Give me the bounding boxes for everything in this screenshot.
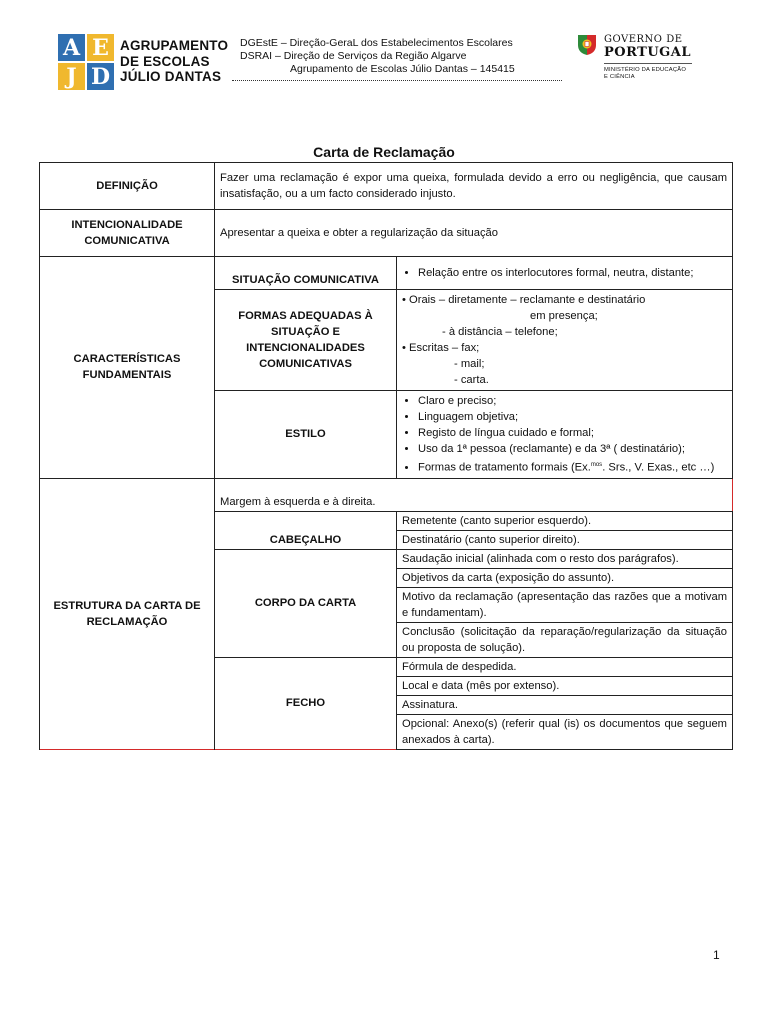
header-line-3: Agrupamento de Escolas Júlio Dantas – 145415 — [290, 63, 515, 75]
list-item: - mail; — [454, 358, 485, 370]
margem-text: Margem à esquerda e à direita. — [215, 478, 733, 511]
list-item: • Registo de língua cuidado e formal; — [418, 425, 727, 441]
estilo-label: ESTILO — [215, 391, 397, 479]
list-item: • Claro e preciso; — [418, 393, 727, 409]
table-row-intencionalidade — [40, 210, 733, 257]
situacao-cell — [397, 257, 733, 290]
logo-letter-j: J — [58, 63, 85, 90]
ministry-name: MINISTÉRIO DA EDUCAÇÃO E CIÊNCIA — [604, 67, 687, 80]
formas-label: FORMAS ADEQUADAS À SITUAÇÃO E INTENCIONALIDADES COMUNICATIVAS — [215, 290, 397, 391]
situacao-label: SITUAÇÃO COMUNICATIVA — [215, 257, 397, 290]
corpo-label: CORPO DA CARTA — [215, 549, 397, 657]
header-institution-text — [240, 37, 515, 76]
header-line-2: DSRAI – Direção de Serviços da Região Algarve — [240, 50, 467, 62]
fecho-label: FECHO — [215, 657, 397, 749]
government-rule — [604, 63, 692, 64]
list-item: - à distância – telefone; — [442, 326, 558, 338]
list-item: - carta. — [454, 374, 489, 386]
government-logo — [576, 33, 696, 89]
corpo-item-3: Motivo da reclamação (apresentação das razões que a motivam e fundamentam). — [397, 587, 733, 622]
document-title: Carta de Reclamação — [313, 144, 455, 160]
intencionalidade-text: Apresentar a queixa e obter a regularização da situação — [215, 210, 733, 257]
corpo-item-2: Objetivos da carta (exposição do assunto). — [397, 568, 733, 587]
government-name: GOVERNO DE PORTUGAL — [604, 34, 692, 60]
list-item: • Linguagem objetiva; — [418, 409, 727, 425]
cabecalho-label: CABEÇALHO — [215, 511, 397, 549]
logo-letter-d: D — [87, 63, 114, 90]
header-line-1: DGEstE – Direção-GeraL dos Estabelecimentos Escolares — [240, 37, 513, 49]
cabecalho-item-1: Remetente (canto superior esquerdo). — [397, 511, 733, 530]
table-row-definicao — [40, 163, 733, 210]
list-item: • Formas de tratamento formais (Ex.$^{mos}$. Srs., V. Exas., etc …) — [418, 457, 727, 476]
logo-letter-e: E — [87, 34, 114, 61]
fecho-item-1: Fórmula de despedida. — [397, 657, 733, 676]
list-item: • Uso da 1ª pessoa (reclamante) e da 3ª ( destinatário); — [418, 441, 727, 457]
table-row-situacao — [40, 257, 733, 290]
fecho-item-3: Assinatura. — [397, 695, 733, 714]
portugal-emblem-icon — [576, 33, 598, 57]
header-dotted-rule — [232, 80, 562, 81]
corpo-item-1: Saudação inicial (alinhada com o resto dos parágrafos). — [397, 549, 733, 568]
logo-letter-a: A — [58, 34, 85, 61]
definicao-text: Fazer uma reclamação é expor uma queixa, formulada devido a erro ou negligência, que causam insatisfação, ou a um facto considerado injusto. — [215, 163, 733, 210]
letter-table — [39, 162, 732, 750]
intencionalidade-label: INTENCIONALIDADE COMUNICATIVA — [40, 210, 215, 257]
school-logo — [58, 34, 114, 90]
list-item: • Orais – diretamente – reclamante e destinatário — [402, 294, 646, 306]
estilo-cell — [397, 391, 733, 479]
page-number: 1 — [713, 948, 720, 962]
list-item: • Relação entre os interlocutores formal, neutra, distante; — [418, 265, 727, 281]
estrutura-label: ESTRUTURA DA CARTA DE RECLAMAÇÃO — [40, 478, 215, 749]
school-name: AGRUPAMENTO DE ESCOLAS JÚLIO DANTAS — [120, 38, 229, 84]
caracteristicas-label: CARACTERÍSTICAS FUNDAMENTAIS — [40, 257, 215, 479]
formas-cell — [397, 290, 733, 391]
table-row-margem — [40, 478, 733, 511]
definicao-label: DEFINIÇÃO — [40, 163, 215, 210]
fecho-item-2: Local e data (mês por extenso). — [397, 676, 733, 695]
fecho-item-4: Opcional: Anexo(s) (referir qual (is) os documentos que seguem anexados à carta). — [397, 714, 733, 749]
corpo-item-4: Conclusão (solicitação da reparação/regularização da situação ou proposta de solução). — [397, 622, 733, 657]
cabecalho-item-2: Destinatário (canto superior direito). — [397, 530, 733, 549]
list-item: em presença; — [530, 310, 598, 322]
list-item: • Escritas – fax; — [402, 342, 480, 354]
